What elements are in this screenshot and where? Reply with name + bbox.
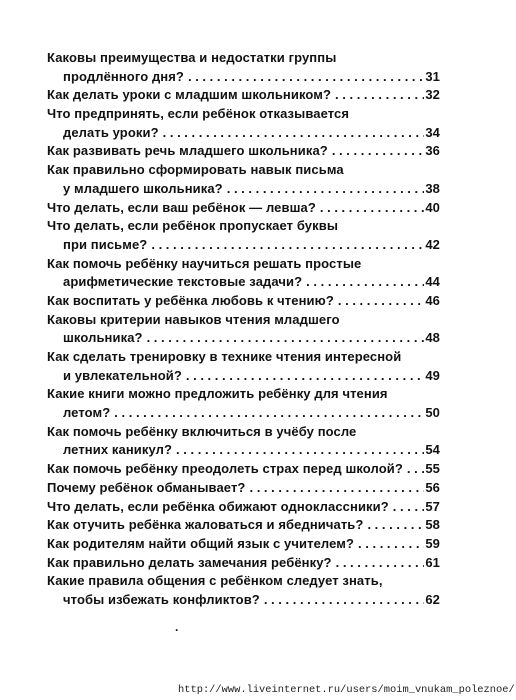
toc-entry-final-line: [47, 236, 440, 255]
toc-entry-final-line: [47, 404, 440, 423]
dot-leader: [331, 86, 424, 105]
toc-entry-title: продлённого дня?: [63, 68, 184, 84]
dot-leader: [147, 236, 424, 255]
dot-leader: [316, 199, 424, 218]
toc-entry-final-line: [47, 554, 440, 573]
page-number: 61: [425, 554, 440, 570]
toc-entry: [47, 348, 440, 385]
toc-entry-title: делать уроки?: [63, 124, 159, 140]
page-number: 56: [425, 479, 440, 495]
toc-entry-line: Каковы критерии навыков чтения младшего: [47, 311, 340, 327]
toc-entry-final-line: [47, 142, 440, 161]
page-number: 34: [425, 124, 440, 140]
toc-entry-line: Какие книги можно предложить ребёнку для чтения: [47, 386, 388, 402]
toc-entry: [47, 217, 440, 254]
toc-entry-line: Каковы преимущества и недостатки группы: [47, 50, 337, 65]
page-number: 42: [425, 236, 440, 252]
stray-mark: .: [175, 620, 179, 634]
dot-leader: [182, 367, 424, 386]
toc-entry: [47, 49, 440, 86]
toc-entry: [47, 161, 440, 198]
toc-entry-title: летом?: [63, 405, 111, 421]
toc-entry-final-line: [47, 199, 440, 218]
dot-leader: [354, 535, 424, 554]
dot-leader: [223, 180, 424, 199]
toc-entry: [47, 554, 440, 573]
toc-entry-final-line: [47, 124, 440, 143]
toc-entry-title: Что делать, если ваш ребёнок — левша?: [47, 199, 316, 215]
toc-entry-final-line: [47, 441, 440, 460]
toc-entry-final-line: [47, 535, 440, 554]
page-number: 54: [425, 442, 440, 458]
page-number: 55: [425, 461, 440, 477]
dot-leader: [332, 554, 424, 573]
dot-leader: [328, 142, 424, 161]
toc-entry-final-line: [47, 292, 440, 311]
toc-entry: [47, 423, 440, 460]
toc-entry-title: Как родителям найти общий язык с учителем?: [47, 535, 355, 551]
toc-entry-title: чтобы избежать конфликтов?: [63, 591, 260, 607]
toc-entry-final-line: [47, 180, 440, 199]
page-number: 58: [425, 517, 440, 533]
source-url-footer: http://www.liveinternet.ru/users/moim_vnukam_poleznoe/: [178, 684, 515, 696]
toc-entry-final-line: [47, 329, 440, 348]
page-number: 36: [425, 143, 440, 159]
toc-entry-final-line: [47, 273, 440, 292]
toc-entry-final-line: [47, 460, 440, 479]
toc-entry-line: Как сделать тренировку в технике чтения интересной: [47, 349, 402, 364]
dot-leader: [389, 498, 424, 517]
toc-entry-title: Как отучить ребёнка жаловаться и ябедничать?: [47, 517, 364, 533]
toc-entry-line: Что делать, если ребёнок пропускает буквы: [47, 218, 339, 234]
toc-entry: [47, 292, 440, 311]
page-number: 50: [425, 405, 440, 421]
toc-entry-title: Как развивать речь младшего школьника?: [47, 143, 328, 159]
page-number: 62: [425, 591, 440, 607]
toc-entry: [47, 311, 440, 348]
page-number: 46: [425, 292, 440, 308]
page-number: 32: [425, 87, 440, 103]
toc-entry-line: Что предпринять, если ребёнок отказывается: [47, 106, 350, 122]
page-number: 40: [425, 199, 440, 215]
toc-entry-line: Как помочь ребёнку включиться в учёбу после: [47, 423, 357, 439]
dot-leader: [172, 441, 424, 460]
table-of-contents: [47, 49, 440, 610]
dot-leader: [403, 460, 424, 479]
toc-entry-final-line: [47, 68, 440, 87]
page-number: 38: [425, 180, 440, 196]
dot-leader: [159, 124, 424, 143]
dot-leader: [363, 516, 424, 535]
toc-entry-title: школьника?: [63, 330, 143, 346]
toc-entry: [47, 479, 440, 498]
toc-entry-line: Как правильно сформировать навык письма: [47, 162, 344, 178]
toc-entry-title: у младшего школьника?: [63, 180, 223, 196]
toc-entry: [47, 255, 440, 292]
toc-entry-final-line: [47, 86, 440, 105]
toc-entry-title: Как воспитать у ребёнка любовь к чтению?: [47, 292, 334, 308]
toc-entry: [47, 142, 440, 161]
toc-entry: [47, 86, 440, 105]
toc-entry-final-line: [47, 591, 440, 610]
page-number: 57: [425, 498, 440, 514]
dot-leader: [184, 68, 424, 87]
toc-entry-final-line: [47, 367, 440, 386]
toc-entry-final-line: [47, 479, 440, 498]
toc-entry: [47, 460, 440, 479]
toc-entry: [47, 535, 440, 554]
toc-entry-title: и увлекательной?: [63, 367, 182, 383]
toc-entry: [47, 385, 440, 422]
page-number: 48: [425, 330, 440, 346]
page-number: 49: [425, 367, 440, 383]
toc-entry-line: Как помочь ребёнку научиться решать простые: [47, 255, 362, 271]
toc-entry-final-line: [47, 516, 440, 535]
toc-entry: [47, 105, 440, 142]
dot-leader: [110, 404, 424, 423]
toc-entry-title: Как делать уроки с младшим школьником?: [47, 87, 332, 103]
toc-entry-line: Какие правила общения с ребёнком следует знать,: [47, 573, 383, 589]
dot-leader: [260, 591, 424, 610]
page-number: 44: [425, 274, 440, 290]
dot-leader: [302, 273, 424, 292]
toc-entry: [47, 572, 440, 609]
toc-entry: [47, 516, 440, 535]
toc-entry-title: арифметические текстовые задачи?: [63, 274, 303, 290]
dot-leader: [334, 292, 424, 311]
toc-entry-title: Почему ребёнок обманывает?: [47, 479, 246, 495]
toc-entry-title: при письме?: [63, 236, 148, 252]
page-number: 59: [425, 535, 440, 551]
toc-entry: [47, 498, 440, 517]
toc-entry-final-line: [47, 498, 440, 517]
toc-entry-title: Как помочь ребёнку преодолеть страх перед школой?: [47, 461, 403, 477]
dot-leader: [143, 329, 424, 348]
toc-entry: [47, 199, 440, 218]
dot-leader: [245, 479, 424, 498]
toc-entry-title: летних каникул?: [63, 442, 173, 458]
toc-entry-title: Что делать, если ребёнка обижают одноклассники?: [47, 498, 389, 514]
toc-entry-title: Как правильно делать замечания ребёнку?: [47, 554, 332, 570]
page-number: 31: [425, 68, 440, 84]
